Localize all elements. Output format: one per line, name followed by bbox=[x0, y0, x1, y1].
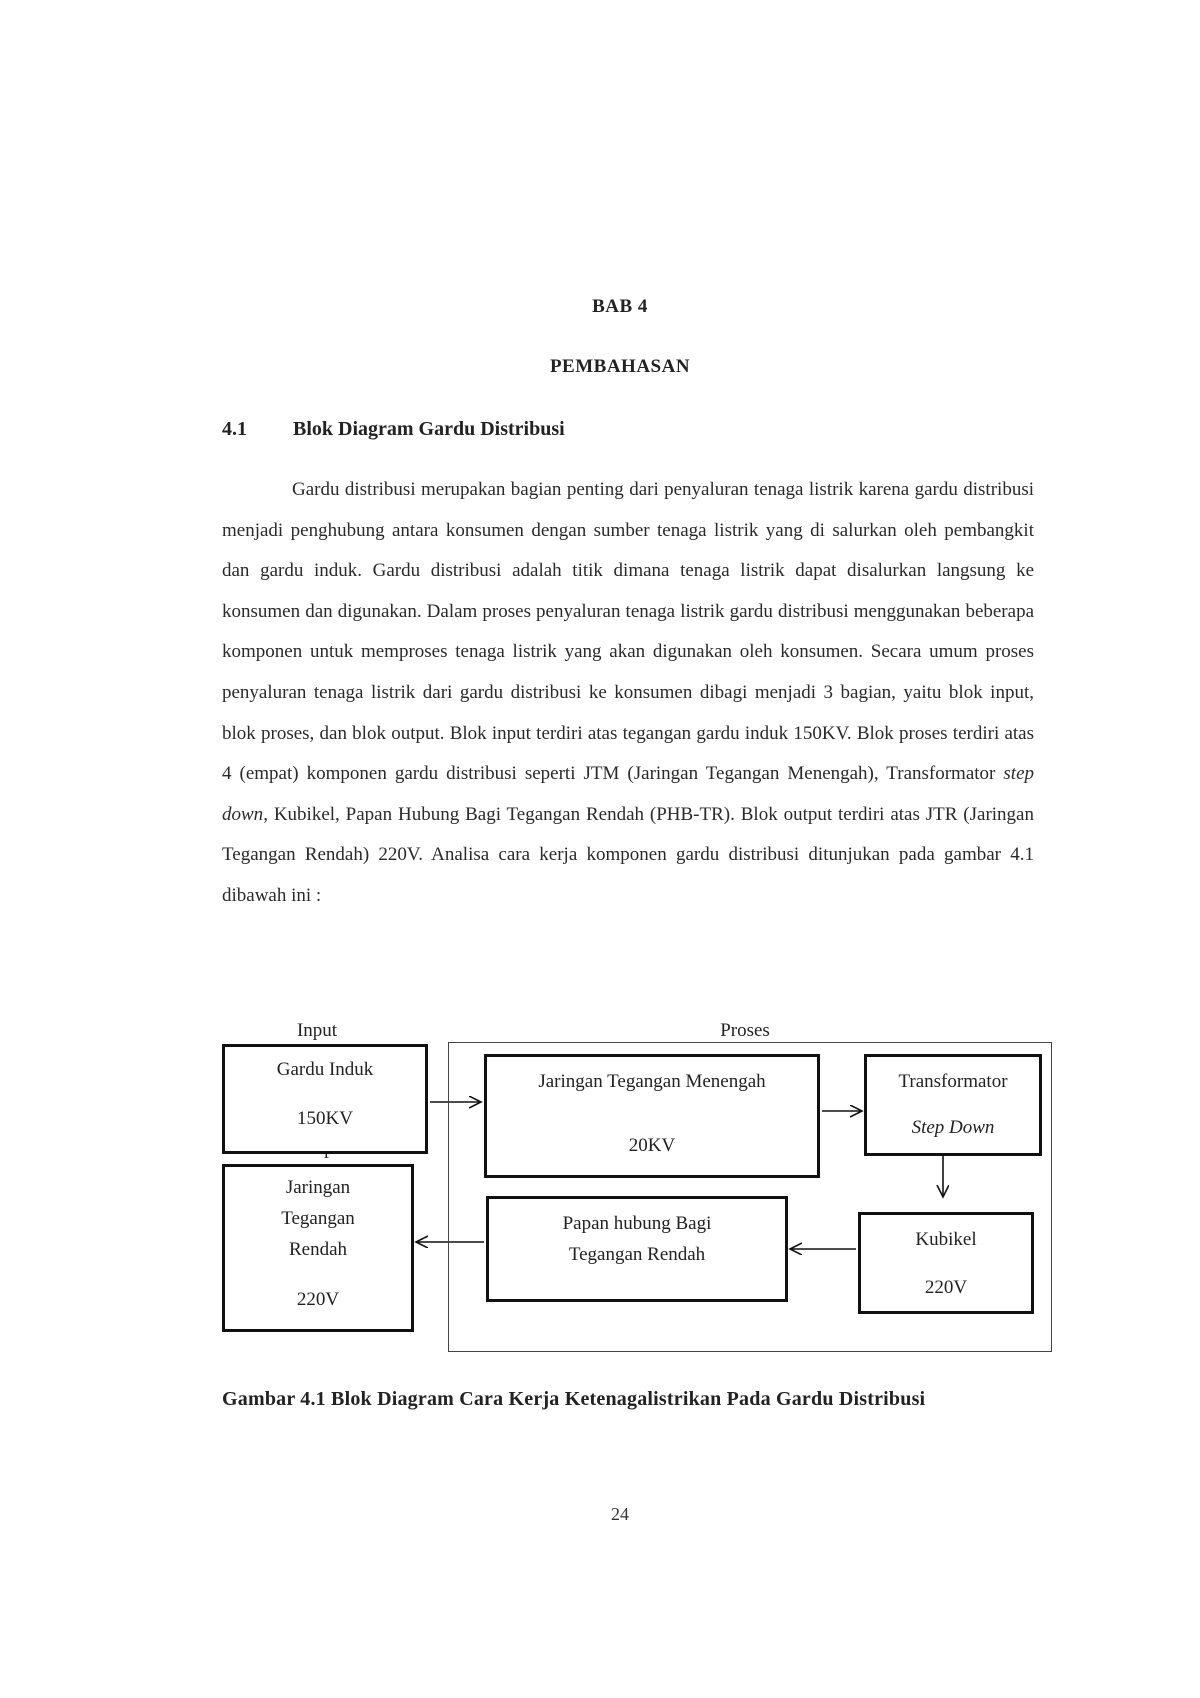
section-number: 4.1 bbox=[222, 418, 247, 440]
chapter-number: BAB 4 bbox=[592, 296, 648, 317]
jtr-voltage: 220V bbox=[296, 1289, 340, 1310]
page-number: 24 bbox=[611, 1504, 629, 1524]
phb-line-1: Papan hubung Bagi bbox=[562, 1213, 712, 1234]
phb-tr-block bbox=[486, 1196, 788, 1302]
jtm-voltage: 20KV bbox=[628, 1135, 676, 1156]
gardu-induk-voltage: 150KV bbox=[297, 1108, 353, 1129]
jtm-block bbox=[484, 1054, 820, 1178]
input-label: Input bbox=[296, 1020, 338, 1041]
phb-line-2: Tegangan Rendah bbox=[568, 1244, 706, 1265]
figure-caption: Gambar 4.1 Blok Diagram Cara Kerja Ketenagalistrikan Pada Gardu Distribusi bbox=[222, 1388, 926, 1410]
gardu-induk-name: Gardu Induk bbox=[276, 1059, 374, 1080]
chapter-title: PEMBAHASAN bbox=[549, 356, 691, 377]
jtr-line-2: Tegangan bbox=[281, 1208, 355, 1229]
section-title: Blok Diagram Gardu Distribusi bbox=[293, 418, 565, 440]
paragraph-text-1: Gardu distribusi merupakan bagian penting dari penyaluran tenaga listrik karena gardu distribusi menjadi penghubung antara konsumen dengan sumber tenaga listrik yang di salurkan oleh pembangkit dan gardu induk. Gardu distribusi adalah titik dimana tenaga listrik dapat disalurkan langsung ke konsumen dan digunakan. Dalam proses penyaluran tenaga listrik gardu distribusi menggunakan beberapa komponen untuk memproses tenaga listrik yang akan digunakan oleh konsumen. Secara umum proses penyaluran tenaga listrik dari gardu distribusi ke konsumen dibagi menjadi 3 bagian, yaitu blok input, blok proses, dan blok output. Blok input terdiri atas tegangan gardu induk 150KV. Blok proses terdiri atas 4 (empat) komponen gardu distribusi seperti JTM (Jaringan Tegangan Menengah), Transformator bbox=[222, 479, 1034, 785]
jtr-line-3: Rendah bbox=[288, 1239, 348, 1260]
paragraph-italic-term: step down bbox=[222, 763, 1034, 825]
kubikel-block bbox=[858, 1212, 1034, 1314]
gardu-induk-block bbox=[222, 1044, 428, 1154]
jtr-line-1: Jaringan bbox=[285, 1177, 351, 1198]
transformator-name: Transformator bbox=[898, 1071, 1008, 1092]
transformator-subtitle: Step Down bbox=[911, 1117, 995, 1138]
transformator-block bbox=[864, 1054, 1042, 1156]
jtm-name: Jaringan Tegangan Menengah bbox=[538, 1071, 766, 1092]
jtr-block bbox=[222, 1164, 414, 1332]
kubikel-name: Kubikel bbox=[915, 1229, 977, 1250]
paragraph-text-2: , Kubikel, Papan Hubung Bagi Tegangan Rendah (PHB-TR). Blok output terdiri atas JTR (Jaringan Tegangan Rendah) 220V. Analisa cara kerja komponen gardu distribusi ditunjukan pada gambar 4.1 dibawah ini : bbox=[222, 803, 1034, 906]
kubikel-voltage: 220V bbox=[924, 1277, 968, 1298]
block-diagram bbox=[0, 1020, 1200, 1350]
body-paragraph bbox=[222, 470, 1034, 917]
process-label: Proses bbox=[720, 1020, 770, 1041]
